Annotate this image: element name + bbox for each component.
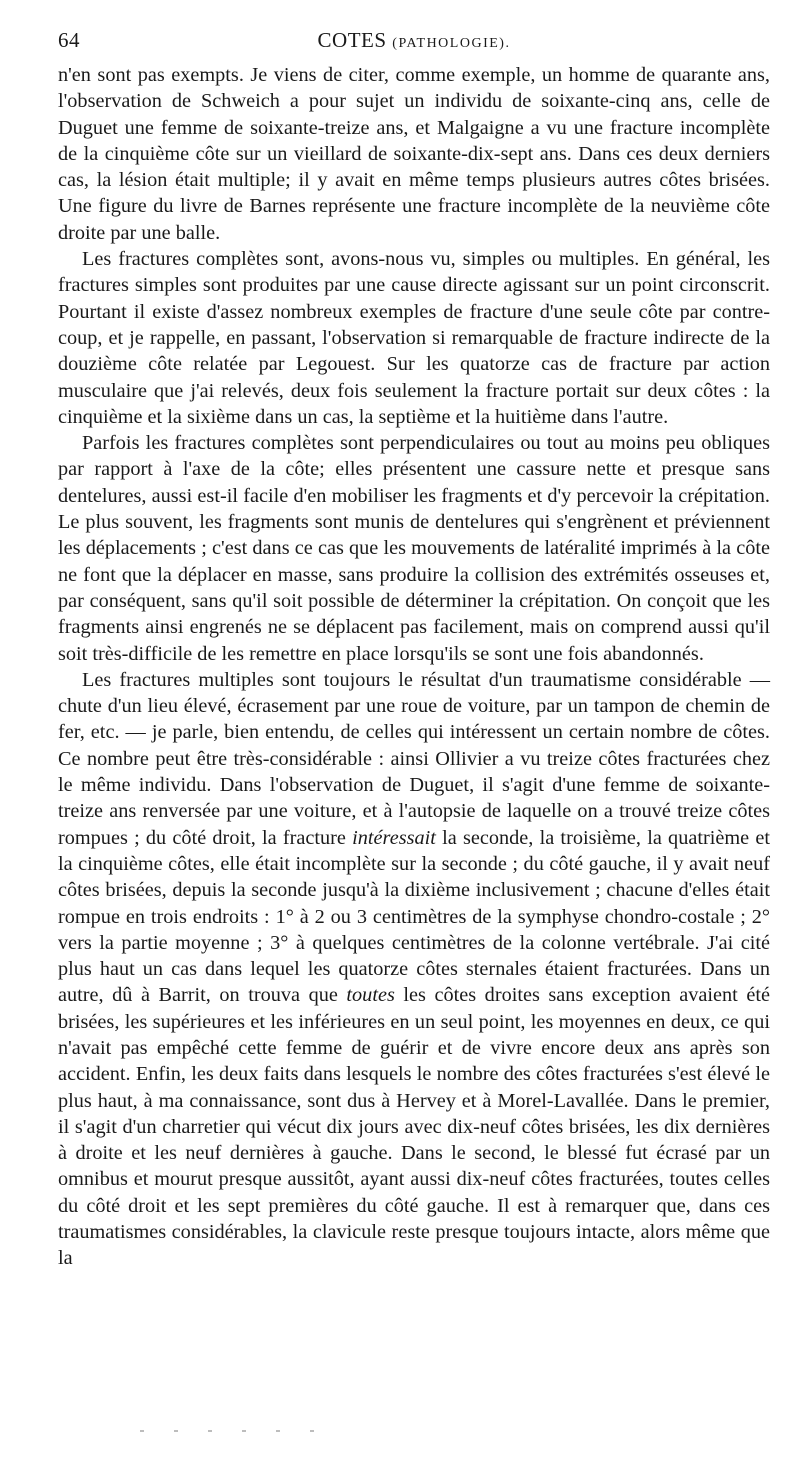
paragraph-3: Parfois les fractures complètes sont perpendiculaires ou tout au moins peu obliques par rapport à l'axe de la côte; elles présentent une cassure nette et presque sans dentelures, aussi est-il facile d'en mobiliser les fragments et d'y percevoir la crépitation. Le plus souvent, les fragments sont munis de dentelures qui s'engrènent et préviennent les déplacements ; c'est dans ce cas que les mouvements de latéralité imprimés à la côte ne font que la déplacer en masse, sans produire la collision des extrémités osseuses et, par conséquent, sans qu'il soit possible de déterminer la crépitation. On conçoit que les fragments ainsi engrenés ne se déplacent pas facilement, mais on comprend aussi qu'il soit très-difficile de les remettre en place lorsqu'ils se sont une fois abandonnés. xyxy=(58,432,770,665)
running-head-subtitle: (PATHOLOGIE). xyxy=(392,36,511,51)
paragraph-4-part-3: les côtes droites sans exception avaient été brisées, les supérieures et les inférieures en un seul point, les moyennes en deux, ce qui n'avait pas empêché cette femme de guérir et de vivre encore deux ans après son accident. Enfin, les deux faits dans lesquels le nombre des côtes fracturées s'est élevé le plus haut, à ma connaissance, sont dus à Hervey et à Morel-Lavallée. Dans le premier, il s'agit d'un charretier qui vécut dix jours avec dix-neuf côtes brisées, les dix dernières à droite et les neuf dernières à gauche. Dans le second, le blessé fut écrasé par un omnibus et mourut presque aussitôt, ayant aussi dix-neuf côtes fracturées, toutes celles du côté droit et les sept premières du côté gauche. Il est à remarquer que, dans ces traumatismes considérables, la clavicule reste presque toujours intacte, alors même que la xyxy=(58,984,770,1270)
paragraph-4-italic-interessait: intéressait xyxy=(352,826,436,849)
scan-mark xyxy=(242,1430,246,1432)
scan-mark xyxy=(174,1430,178,1432)
scan-artifact-marks xyxy=(140,1430,440,1434)
scan-mark xyxy=(208,1430,212,1432)
book-page xyxy=(58,28,770,1272)
page-number: 64 xyxy=(58,28,80,52)
scan-mark xyxy=(310,1430,314,1432)
running-head xyxy=(58,28,770,53)
page-header xyxy=(58,28,770,58)
running-head-title: COTES xyxy=(317,28,387,52)
paragraph-4-part-2: la seconde, la troisième, la quatrième et la cinquième côtes, elle était incomplète sur la seconde ; du côté gauche, il y avait neuf côtes brisées, depuis la seconde jusqu'à la dixième inclusivement ; chacune d'elles était rompue en trois endroits : 1° à 2 ou 3 centimètres de la symphyse chondro-costale ; 2° vers la partie moyenne ; 3° à quelques centimètres de la colonne vertébrale. J'ai cité plus haut un cas dans lequel les quatorze côtes sternales étaient fracturées. Dans un autre, dû à Barrit, on trouva que xyxy=(58,826,770,1007)
paragraph-4-italic-toutes: toutes xyxy=(346,984,395,1007)
scan-mark xyxy=(140,1430,144,1432)
scan-mark xyxy=(276,1430,280,1432)
paragraph-4-part-1: Les fractures multiples sont toujours le résultat d'un traumatisme considérable — chute d'un lieu élevé, écrasement par une roue de voiture, par un tampon de chemin de fer, etc. — je parle, bien entendu, de celles qui intéressent un certain nombre de côtes. Ce nombre peut être très-considérable : ainsi Ollivier a vu treize côtes fracturées chez le même individu. Dans l'observation de Duguet, il s'agit d'une femme de soixante-treize ans renversée par une voiture, et à l'autopsie de laquelle on a trouvé treize côtes rompues ; du côté droit, la fracture xyxy=(58,668,770,849)
body-text xyxy=(58,62,770,1272)
paragraph-2: Les fractures complètes sont, avons-nous vu, simples ou multiples. En général, les fractures simples sont produites par une cause directe agissant sur un point circonscrit. Pourtant il existe d'assez nombreux exemples de fracture d'une seule côte par contre-coup, et je rappelle, en passant, l'observation si remarquable de fracture indirecte de la douzième côte relatée par Legouest. Sur les quatorze cas de fracture par action musculaire que j'ai relevés, deux fois seulement la fracture portait sur deux côtes : la cinquième et la sixième dans un cas, la septième et la huitième dans l'autre. xyxy=(58,248,770,428)
paragraph-4 xyxy=(58,667,770,1272)
paragraph-1: n'en sont pas exempts. Je viens de citer, comme exemple, un homme de quarante ans, l'observation de Schweich a pour sujet un individu de soixante-cinq ans, celle de Duguet une femme de soixante-treize ans, et Malgaigne a vu une fracture incomplète de la cinquième côte sur un vieillard de soixante-dix-sept ans. Dans ces deux derniers cas, la lésion était multiple; il y avait en même temps plusieurs autres côtes brisées. Une figure du livre de Barnes représente une fracture incomplète de la neuvième côte droite par une balle. xyxy=(58,64,770,244)
